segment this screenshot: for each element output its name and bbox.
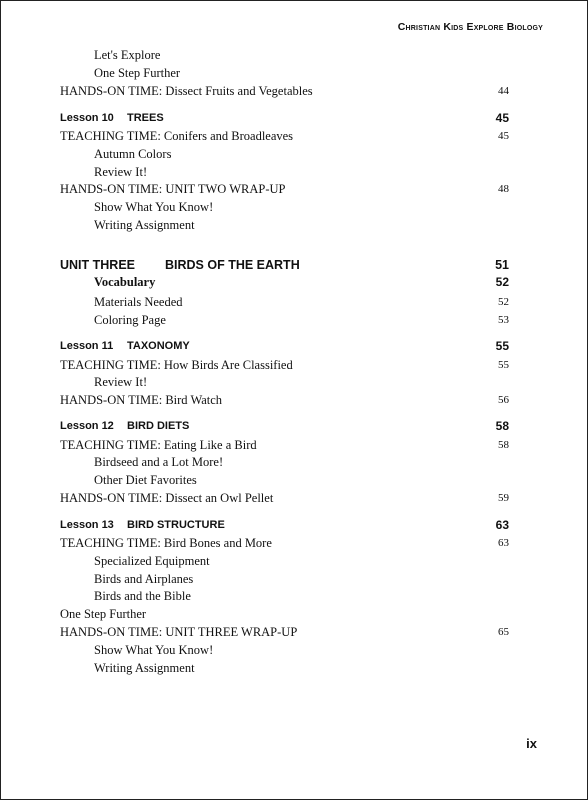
lesson-page: 63: [495, 518, 509, 532]
toc-entry-label: Show What You Know!: [94, 643, 214, 657]
toc-entry-label: One Step Further: [60, 607, 147, 621]
toc-entry-label: HANDS-ON TIME: Bird Watch: [60, 393, 223, 407]
lesson-number: Lesson 13: [60, 519, 114, 531]
toc-entry: [1, 357, 587, 373]
toc-entry-label: Materials Needed: [94, 295, 183, 309]
toc-entry-page: 48: [498, 183, 509, 195]
lesson-page: 45: [495, 111, 509, 125]
lesson-number: Lesson 12: [60, 420, 114, 432]
toc-entry-page: 44: [498, 85, 509, 97]
toc-entry: [1, 660, 587, 676]
toc-entry-label: Show What You Know!: [94, 200, 214, 214]
toc-entry: [1, 128, 587, 144]
lesson-page: 55: [495, 339, 509, 353]
toc-entry: [1, 642, 587, 658]
toc-entry-label: Writing Assignment: [94, 661, 195, 675]
toc-entry: [1, 535, 587, 551]
toc-entry-page: 53: [498, 314, 509, 326]
toc-entry: [1, 217, 587, 233]
lesson-title: TAXONOMY: [127, 340, 190, 352]
toc-entry-page: 65: [498, 626, 509, 638]
lesson-heading: [1, 338, 587, 354]
unit-title: BIRDS OF THE EARTH: [165, 258, 300, 272]
toc-entry-label: TEACHING TIME: Eating Like a Bird: [60, 438, 257, 452]
toc-entry: [1, 437, 587, 453]
toc-entry: [1, 553, 587, 569]
toc-entry-label: Writing Assignment: [94, 218, 195, 232]
toc-entry: [1, 392, 587, 408]
lesson-heading: [1, 418, 587, 434]
toc-entry-label: Review It!: [94, 165, 148, 179]
toc-entry-label: Specialized Equipment: [94, 554, 210, 568]
toc-entry-label: HANDS-ON TIME: UNIT THREE WRAP-UP: [60, 625, 298, 639]
toc-entry-label: Coloring Page: [94, 313, 166, 327]
toc-entry-page: 59: [498, 492, 509, 504]
toc-entry: [1, 274, 587, 290]
toc-entry: [1, 146, 587, 162]
lesson-title: BIRD STRUCTURE: [127, 519, 225, 531]
toc-entry-label: HANDS-ON TIME: Dissect Fruits and Vegetables: [60, 84, 313, 98]
toc-entry-page: 63: [498, 537, 509, 549]
toc-entry-label: Other Diet Favorites: [94, 473, 197, 487]
toc-entry: [1, 624, 587, 640]
toc-entry-label: HANDS-ON TIME: Dissect an Owl Pellet: [60, 491, 274, 505]
toc-entry-label: Autumn Colors: [94, 147, 172, 161]
toc-entry-page: 58: [498, 439, 509, 451]
lesson-heading: [1, 110, 587, 126]
lesson-title: BIRD DIETS: [127, 420, 190, 432]
lesson-page: 58: [495, 419, 509, 433]
toc-entry-label: HANDS-ON TIME: UNIT TWO WRAP-UP: [60, 182, 286, 196]
toc-entry-page: 45: [498, 130, 509, 142]
toc-entry-label: Let's Explore: [94, 48, 161, 62]
toc-entry: [1, 199, 587, 215]
toc-entry: [1, 374, 587, 390]
toc-entry-page: 52: [495, 275, 509, 289]
toc-entry: [1, 294, 587, 310]
running-header: Christian Kids Explore Biology: [397, 21, 543, 33]
toc-entry-label: Review It!: [94, 375, 148, 389]
lesson-title: TREES: [127, 112, 164, 124]
toc-entry: [1, 65, 587, 81]
toc-entry-page: 56: [498, 394, 509, 406]
unit-page: 51: [495, 258, 509, 272]
toc-entry: [1, 588, 587, 604]
toc-entry-label: TEACHING TIME: Bird Bones and More: [60, 536, 272, 550]
lesson-number: Lesson 10: [60, 112, 114, 124]
toc-entry: [1, 47, 587, 63]
toc-entry: [1, 181, 587, 197]
lesson-heading: [1, 517, 587, 533]
toc-entry-label: Birds and the Bible: [94, 589, 191, 603]
lesson-number: Lesson 11: [60, 340, 114, 352]
unit-number: UNIT THREE: [60, 258, 135, 272]
toc-entry: [1, 490, 587, 506]
toc-entry: [1, 83, 587, 99]
unit-heading: [1, 257, 587, 273]
toc-entry: [1, 454, 587, 470]
toc-entry: [1, 571, 587, 587]
toc-entry-label: Birds and Airplanes: [94, 572, 194, 586]
toc-entry-page: 55: [498, 359, 509, 371]
toc-entry: [1, 164, 587, 180]
page-number: ix: [526, 736, 537, 751]
toc-entry-page: 52: [498, 296, 509, 308]
toc-entry: [1, 606, 587, 622]
toc-entry-label: TEACHING TIME: How Birds Are Classified: [60, 358, 293, 372]
toc-entry: [1, 312, 587, 328]
toc-entry-label: One Step Further: [94, 66, 181, 80]
toc-entry: [1, 472, 587, 488]
toc-entry-label: TEACHING TIME: Conifers and Broadleaves: [60, 129, 294, 143]
toc-entry-label: Birdseed and a Lot More!: [94, 455, 224, 469]
toc-entry-label: Vocabulary: [94, 275, 156, 289]
